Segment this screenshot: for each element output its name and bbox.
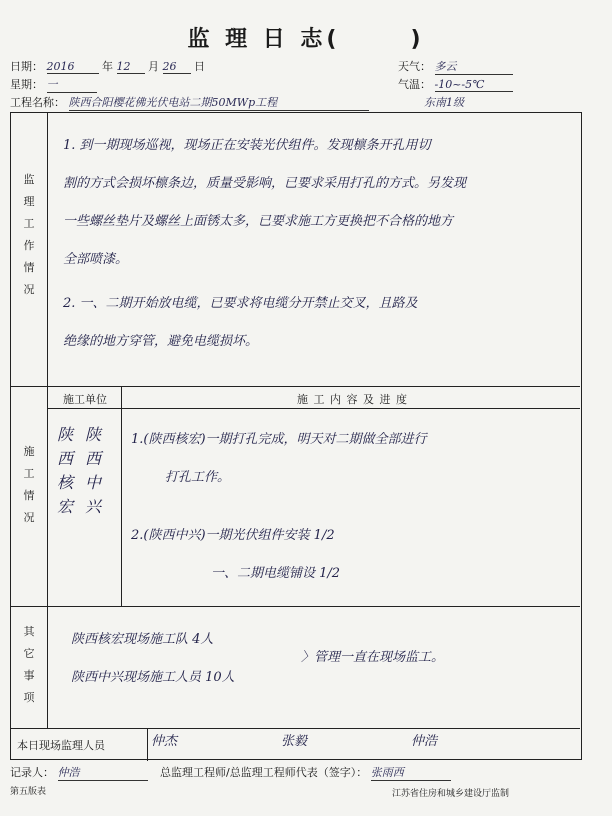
staff-name: 仲浩 <box>411 734 438 749</box>
supervision-label: 监 理 工 作 情 况 <box>23 173 35 296</box>
weekday-value: 一 <box>47 76 97 93</box>
page-title <box>0 22 612 53</box>
supervision-line: 割的方式会损坏檩条边，质量受影响，已要求采用打孔的方式。另发现 <box>63 176 467 191</box>
project-row <box>10 94 369 111</box>
weather-label: 天气： <box>398 60 431 73</box>
content-line: 一、二期电缆铺设 1/2 <box>211 566 341 581</box>
construction-label: 施 工 情 况 <box>23 445 35 524</box>
supervision-line: 2. 一、二期开始放电缆，已要求将电缆分开禁止交叉，且路及 <box>63 296 418 311</box>
date-month-unit: 月 <box>148 60 159 73</box>
title-close: ) <box>410 27 425 52</box>
staff-name: 张毅 <box>281 734 308 749</box>
weather-value: 多云 <box>435 58 513 75</box>
wind-value: 东南1级 <box>424 96 464 109</box>
other-line: 陕西核宏现场施工队 4人 <box>71 632 214 647</box>
date-label: 日期： <box>10 60 43 73</box>
weekday-label: 星期： <box>10 78 43 91</box>
other-line: 陕西中兴现场施工人员 10人 <box>71 670 235 685</box>
recorder-row <box>10 764 148 781</box>
staff-label: 本日现场监理人员 <box>17 739 105 752</box>
content-line: 打孔工作。 <box>165 470 231 485</box>
unit-name: 陕西中兴 <box>85 425 102 516</box>
log-table <box>10 112 582 760</box>
supervision-line: 全部喷漆。 <box>63 252 129 267</box>
weather-row <box>398 58 513 75</box>
construction-content <box>131 421 571 593</box>
content-line: 2.(陕西中兴)一期光伏组件安装 1/2 <box>131 528 335 543</box>
other-note: 〉管理一直在现场监工。 <box>301 650 445 665</box>
project-label: 工程名称： <box>10 96 65 109</box>
chief-value: 张雨西 <box>371 764 451 781</box>
weekday-row <box>10 76 97 93</box>
other-label: 其 它 事 项 <box>23 625 35 704</box>
project-value: 陕西合阳樱花佛光伏电站二期50MWp工程 <box>69 94 369 111</box>
recorder-value: 仲浩 <box>58 764 148 781</box>
title-text: 监 理 日 志( <box>187 27 341 52</box>
date-row <box>10 58 205 74</box>
footer-right: 江苏省住房和城乡建设厅监制 <box>392 789 510 799</box>
construction-units <box>57 423 117 519</box>
unit-name: 陕西核宏 <box>57 425 74 516</box>
content-line: 1.(陕西核宏)一期打孔完成，明天对二期做全部进行 <box>131 432 427 447</box>
supervision-line: 1. 到一期现场巡视，现场正在安装光伏组件。发现檩条开孔用切 <box>63 138 431 153</box>
date-month: 12 <box>117 60 145 74</box>
supervision-line: 一些螺丝垫片及螺丝上面锈太多，已要求施工方更换把不合格的地方 <box>63 214 454 229</box>
date-year-unit: 年 <box>102 60 113 73</box>
recorder-label: 记录人： <box>10 766 54 779</box>
other-text <box>71 621 301 697</box>
supervision-line: 绝缘的地方穿管，避免电缆损坏。 <box>63 334 259 349</box>
chief-label: 总监理工程师/总监理工程师代表（签字）： <box>160 766 368 779</box>
staff-name: 仲杰 <box>151 734 178 749</box>
supervision-text <box>63 127 573 361</box>
date-day-unit: 日 <box>194 60 205 73</box>
unit-header: 施工单位 <box>63 393 107 406</box>
date-year: 2016 <box>47 60 99 74</box>
footer-left: 第五版表 <box>10 787 47 797</box>
temp-value: -10~-5℃ <box>435 78 513 92</box>
temp-row <box>398 76 513 92</box>
chief-row <box>160 764 451 781</box>
temp-label: 气温： <box>398 78 431 91</box>
content-header: 施 工 内 容 及 进 度 <box>297 393 408 406</box>
date-day: 26 <box>163 60 191 74</box>
